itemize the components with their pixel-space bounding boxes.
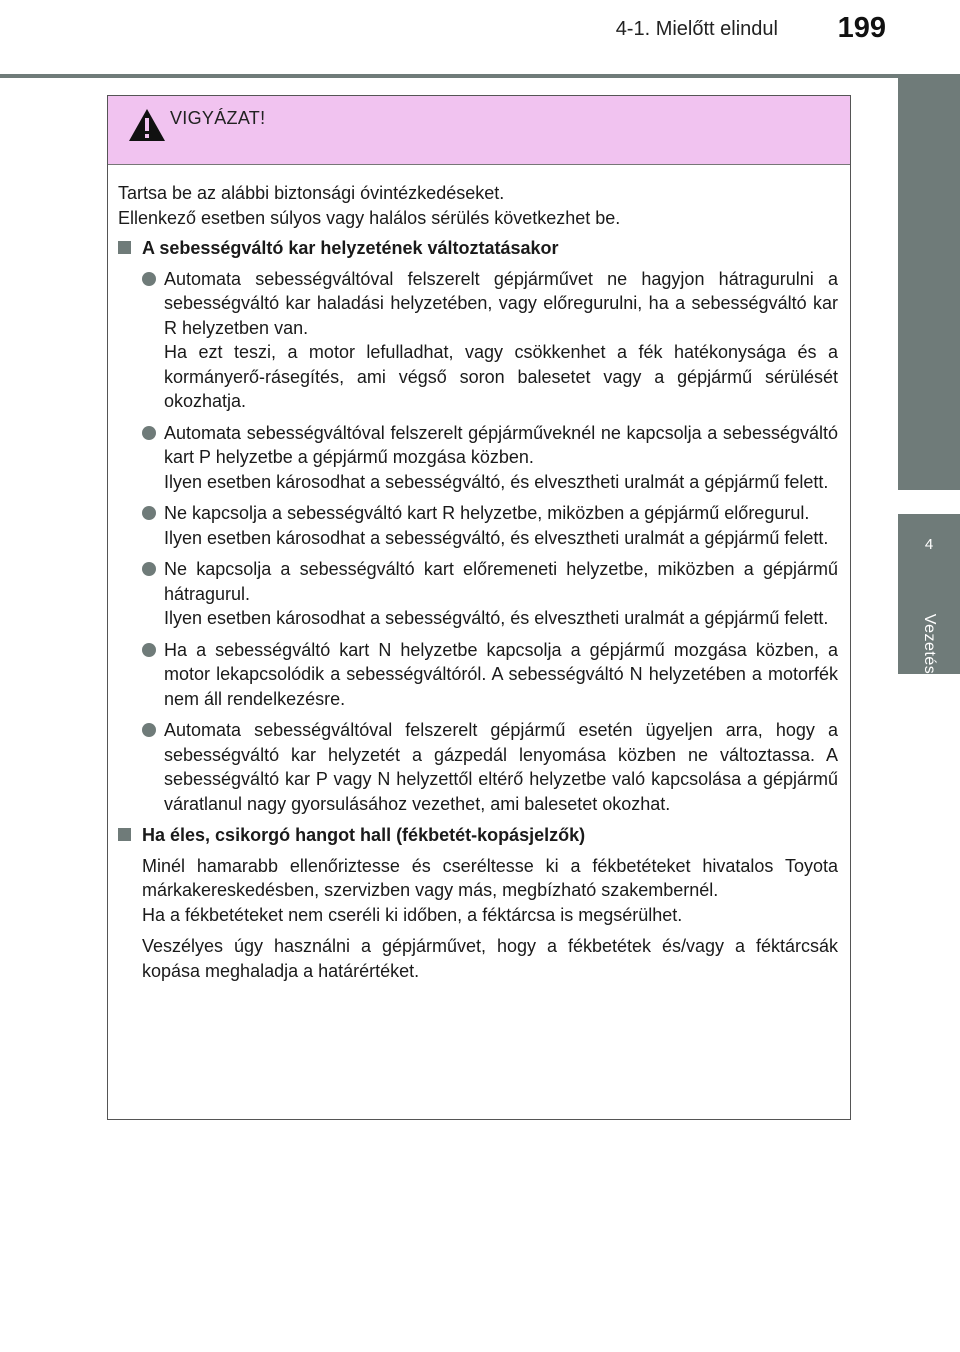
list-item <box>118 267 838 414</box>
paragraph: Automata sebességváltóval felszerelt gépjárműveknél ne kapcsolja a sebességváltó kart P helyzetbe a gépjármű mozgása közben. <box>164 422 838 467</box>
section-title: 4-1. Mielőtt elindul <box>615 18 778 40</box>
page-number: 199 <box>837 12 886 44</box>
list-item <box>118 501 838 550</box>
round-bullet-icon <box>142 643 156 657</box>
tab-bar-upper <box>898 78 960 490</box>
header-rule <box>0 74 960 78</box>
paragraph: Ilyen esetben károsodhat a sebességváltó, és elvesztheti uralmát a gépjármű felett. <box>164 471 829 492</box>
round-bullet-icon <box>142 723 156 737</box>
round-bullet-icon <box>142 426 156 440</box>
round-bullet-icon <box>142 506 156 520</box>
chapter-tab <box>898 514 960 674</box>
text-block <box>118 934 838 983</box>
paragraph: Ne kapcsolja a sebességváltó kart előremeneti helyzetbe, miközben a gépjármű hátragurul. <box>164 559 838 604</box>
list-item <box>118 557 838 631</box>
paragraph: Ha a sebességváltó kart N helyzetbe kapcsolja a gépjármű mozgása közben, a motor lekapcsolódik a sebességváltóról. A sebességváltó N helyzetében a motorfék nem áll rendelkezésre. <box>164 639 838 709</box>
paragraph: Ne kapcsolja a sebességváltó kart R helyzetbe, miközben a gépjármű előregurul. <box>164 503 810 523</box>
caution-box <box>107 95 851 1120</box>
paragraph: Automata sebességváltóval felszerelt gépjármű esetén ügyeljen arra, hogy a sebességváltó kar helyzetét a gázpedál lenyomása közben ne változtassa. A sebességváltó kar P vagy N helyzettől eltérő helyzetbe való kapcsolása a gépjármű váratlanul nagy gyorsulásához vezethet, ami balesetet okozhat. <box>164 720 838 814</box>
paragraph: Ha ezt teszi, a motor lefulladhat, vagy csökkenhet a fék hatékonysága és a kormányerő-rásegítés, ami végső soron balesetet vagy a gépjármű sérülését okozhatja. <box>164 342 838 411</box>
intro-line: Tartsa be az alábbi biztonsági óvintézkedéseket. <box>118 183 505 203</box>
paragraph: Ilyen esetben károsodhat a sebességváltó, és elvesztheti uralmát a gépjármű felett. <box>164 527 829 548</box>
round-bullet-icon <box>142 272 156 286</box>
round-bullet-icon <box>142 562 156 576</box>
list-item <box>118 421 838 495</box>
page-header <box>0 0 960 76</box>
section-heading <box>118 236 838 261</box>
section-heading-text: Ha éles, csikorgó hangot hall (fékbetét-kopásjelzők) <box>142 825 586 845</box>
caution-intro <box>118 181 838 230</box>
square-bullet-icon <box>118 241 131 254</box>
caution-title: VIGYÁZAT! <box>170 108 266 128</box>
section-heading <box>118 823 838 848</box>
warning-triangle-icon <box>128 108 166 142</box>
caution-header <box>108 96 850 165</box>
list-item <box>118 638 838 712</box>
intro-line: Ellenkező esetben súlyos vagy halálos sérülés következhet be. <box>118 207 621 228</box>
caution-body <box>108 165 850 983</box>
list-item <box>118 718 838 816</box>
paragraph: Veszélyes úgy használni a gépjárművet, hogy a fékbetétek és/vagy a féktárcsák kopása meghaladja a határértéket. <box>142 936 838 981</box>
square-bullet-icon <box>118 828 131 841</box>
chapter-number: 4 <box>924 536 934 553</box>
paragraph: Automata sebességváltóval felszerelt gépjárművet ne hagyjon hátragurulni a sebességváltó kar haladási helyzetében, vagy előregurulni, ha a sebességváltó kar R helyzetben van. <box>164 268 838 338</box>
paragraph: Ilyen esetben károsodhat a sebességváltó, és elvesztheti uralmát a gépjármű felett. <box>164 608 829 628</box>
paragraph: Ha a fékbetéteket nem cseréli ki időben, a féktárcsa is megsérülhet. <box>142 904 683 925</box>
text-block <box>118 854 838 928</box>
chapter-label: Vezetés <box>921 613 938 675</box>
paragraph: Minél hamarabb ellenőriztesse és cseréltesse ki a fékbetéteket hivatalos Toyota márkakereskedésben, szervizben vagy más, megbízható szakembernél. <box>142 855 838 900</box>
section-heading-text: A sebességváltó kar helyzetének változtatásakor <box>142 238 559 258</box>
chapter-side-tab <box>898 78 960 1352</box>
